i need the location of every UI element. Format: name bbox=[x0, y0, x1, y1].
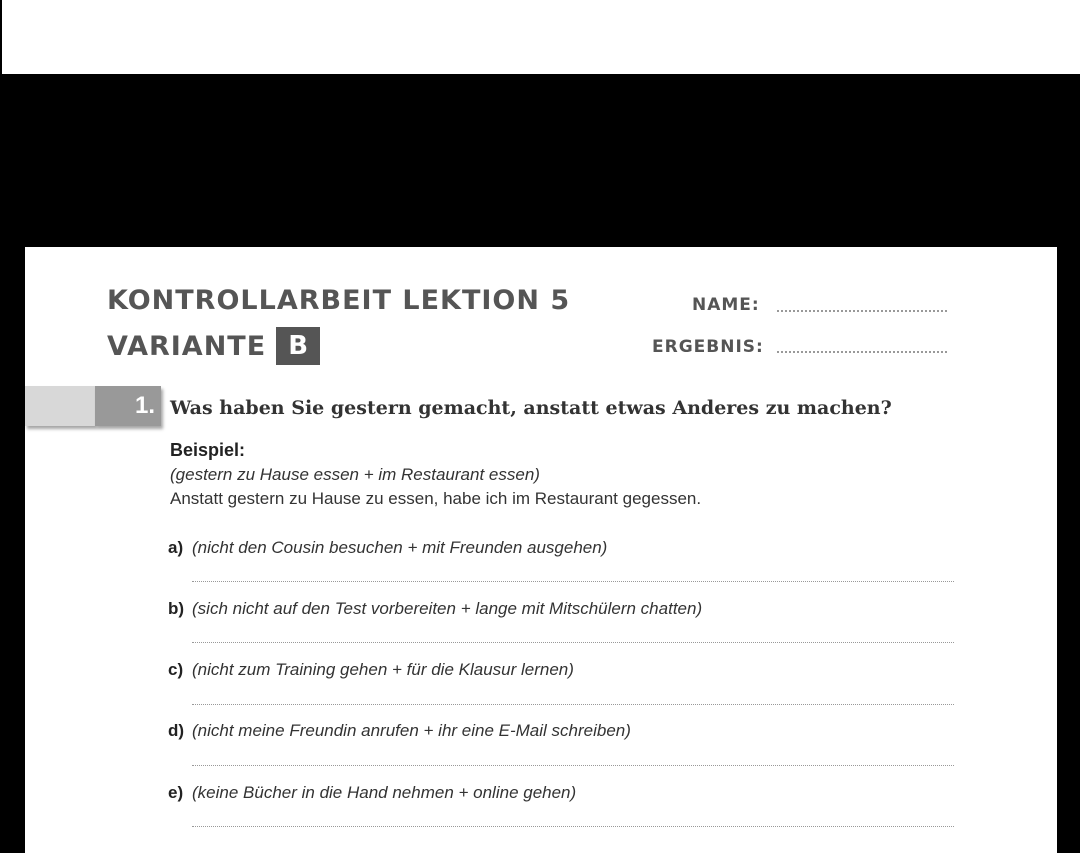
task-e-label: e) bbox=[168, 783, 184, 802]
task-c-answer-line[interactable] bbox=[192, 704, 954, 705]
top-blank-area bbox=[0, 0, 1080, 74]
variant-badge: B bbox=[276, 327, 320, 365]
task-a-text: (nicht den Cousin besuchen + mit Freunden ausgehen) bbox=[192, 538, 608, 557]
exercise-question: Was haben Sie gestern gemacht, anstatt etwas Anderes zu machen? bbox=[170, 397, 892, 419]
variant-label: VARIANTE bbox=[107, 330, 267, 362]
example-answer: Anstatt gestern zu Hause zu essen, habe ich im Restaurant gegessen. bbox=[170, 489, 702, 508]
result-label: ERGEBNIS: bbox=[652, 337, 764, 357]
page-title: KONTROLLARBEIT LEKTION 5 bbox=[107, 285, 571, 316]
variant-title bbox=[107, 327, 320, 365]
task-b-text: (sich nicht auf den Test vorbereiten + lange mit Mitschülern chatten) bbox=[192, 599, 703, 618]
task-d-label: d) bbox=[168, 721, 185, 740]
task-d-answer-line[interactable] bbox=[192, 765, 954, 766]
example-label: Beispiel: bbox=[170, 440, 246, 460]
task-c-text: (nicht zum Training gehen + für die Klausur lernen) bbox=[192, 660, 574, 679]
task-b-label: b) bbox=[168, 599, 185, 618]
task-c-label: c) bbox=[168, 660, 184, 679]
task-a-label: a) bbox=[168, 538, 184, 557]
task-b-answer-line[interactable] bbox=[192, 642, 954, 643]
exercise-number: 1. bbox=[95, 386, 161, 426]
task-e-text: (keine Bücher in die Hand nehmen + online gehen) bbox=[192, 783, 577, 802]
name-field[interactable] bbox=[777, 310, 947, 312]
name-label: NAME: bbox=[692, 295, 760, 315]
exercise-tab bbox=[25, 386, 95, 426]
result-field[interactable] bbox=[777, 351, 947, 353]
task-e-answer-line[interactable] bbox=[192, 826, 954, 827]
task-d-text: (nicht meine Freundin anrufen + ihr eine E-Mail schreiben) bbox=[192, 721, 631, 740]
worksheet bbox=[25, 247, 1057, 853]
example-prompt: (gestern zu Hause essen + im Restaurant essen) bbox=[170, 465, 540, 484]
task-a-answer-line[interactable] bbox=[192, 581, 954, 582]
